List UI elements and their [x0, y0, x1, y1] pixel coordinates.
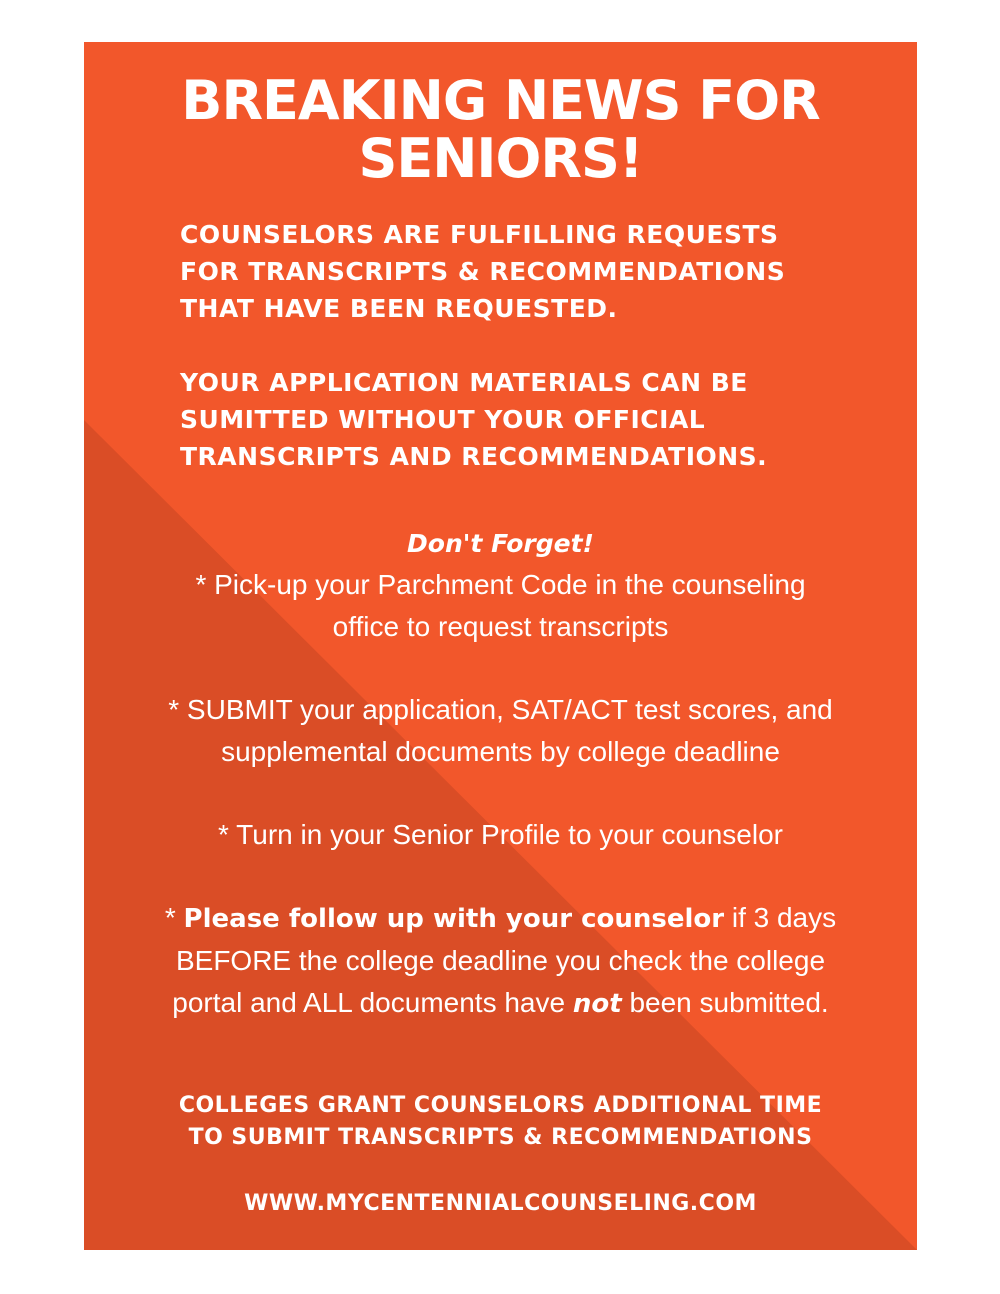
reminder-item-submit-line-2: supplemental documents by college deadline — [221, 736, 780, 767]
follow-up-line-3-end: been submitted. — [621, 987, 829, 1018]
headline-line-2: SENIORS! — [358, 127, 643, 190]
flyer-poster — [84, 42, 917, 1250]
reminder-item-submit — [84, 689, 917, 773]
reminder-item-follow-up-line-1 — [84, 897, 917, 940]
dont-forget-heading: Don't Forget! — [407, 529, 594, 558]
application-notice-line-3: TRANSCRIPTS AND RECOMMENDATIONS. — [180, 442, 768, 471]
reminder-item-follow-up-line-2: BEFORE the college deadline you check the college — [175, 945, 826, 976]
additional-time-line-2: TO SUBMIT TRANSCRIPTS & RECOMMENDATIONS — [188, 1125, 813, 1150]
reminder-item-senior-profile-line-1: * Turn in your Senior Profile to your counselor — [218, 819, 783, 850]
application-notice-line-2: SUMITTED WITHOUT YOUR OFFICIAL — [180, 405, 706, 434]
counselors-notice-line-1: COUNSELORS ARE FULFILLING REQUESTS — [180, 220, 779, 249]
additional-time-line-1: COLLEGES GRANT COUNSELORS ADDITIONAL TIME — [178, 1093, 823, 1118]
flyer-content — [84, 42, 917, 1250]
follow-up-bold-text: Please follow up with your counselor — [183, 904, 725, 934]
counselors-notice — [180, 216, 880, 327]
follow-up-line-3-start: portal and ALL documents have — [172, 987, 573, 1018]
application-notice — [180, 364, 880, 475]
reminder-item-follow-up-line-3 — [84, 982, 917, 1025]
headline-line-1: BREAKING NEWS FOR — [181, 69, 820, 132]
reminder-item-parchment-line-1: * Pick-up your Parchment Code in the counseling — [195, 569, 806, 600]
reminder-item-follow-up — [84, 897, 917, 1025]
counselors-notice-line-2: FOR TRANSCRIPTS & RECOMMENDATIONS — [180, 257, 786, 286]
website-url: WWW.MYCENTENNIALCOUNSELING.COM — [244, 1191, 757, 1216]
application-notice-line-1: YOUR APPLICATION MATERIALS CAN BE — [180, 368, 748, 397]
headline — [84, 69, 917, 190]
reminder-item-parchment — [84, 564, 917, 648]
follow-up-not-emphasis: not — [572, 989, 622, 1019]
reminder-item-parchment-line-2: office to request transcripts — [332, 611, 669, 642]
additional-time-notice — [84, 1090, 917, 1154]
follow-up-prefix: * — [164, 902, 184, 933]
follow-up-line-1-rest: if 3 days — [724, 902, 837, 933]
counselors-notice-line-3: THAT HAVE BEEN REQUESTED. — [180, 294, 618, 323]
reminder-item-submit-line-1: * SUBMIT your application, SAT/ACT test scores, and — [168, 694, 833, 725]
reminder-item-senior-profile — [84, 814, 917, 856]
